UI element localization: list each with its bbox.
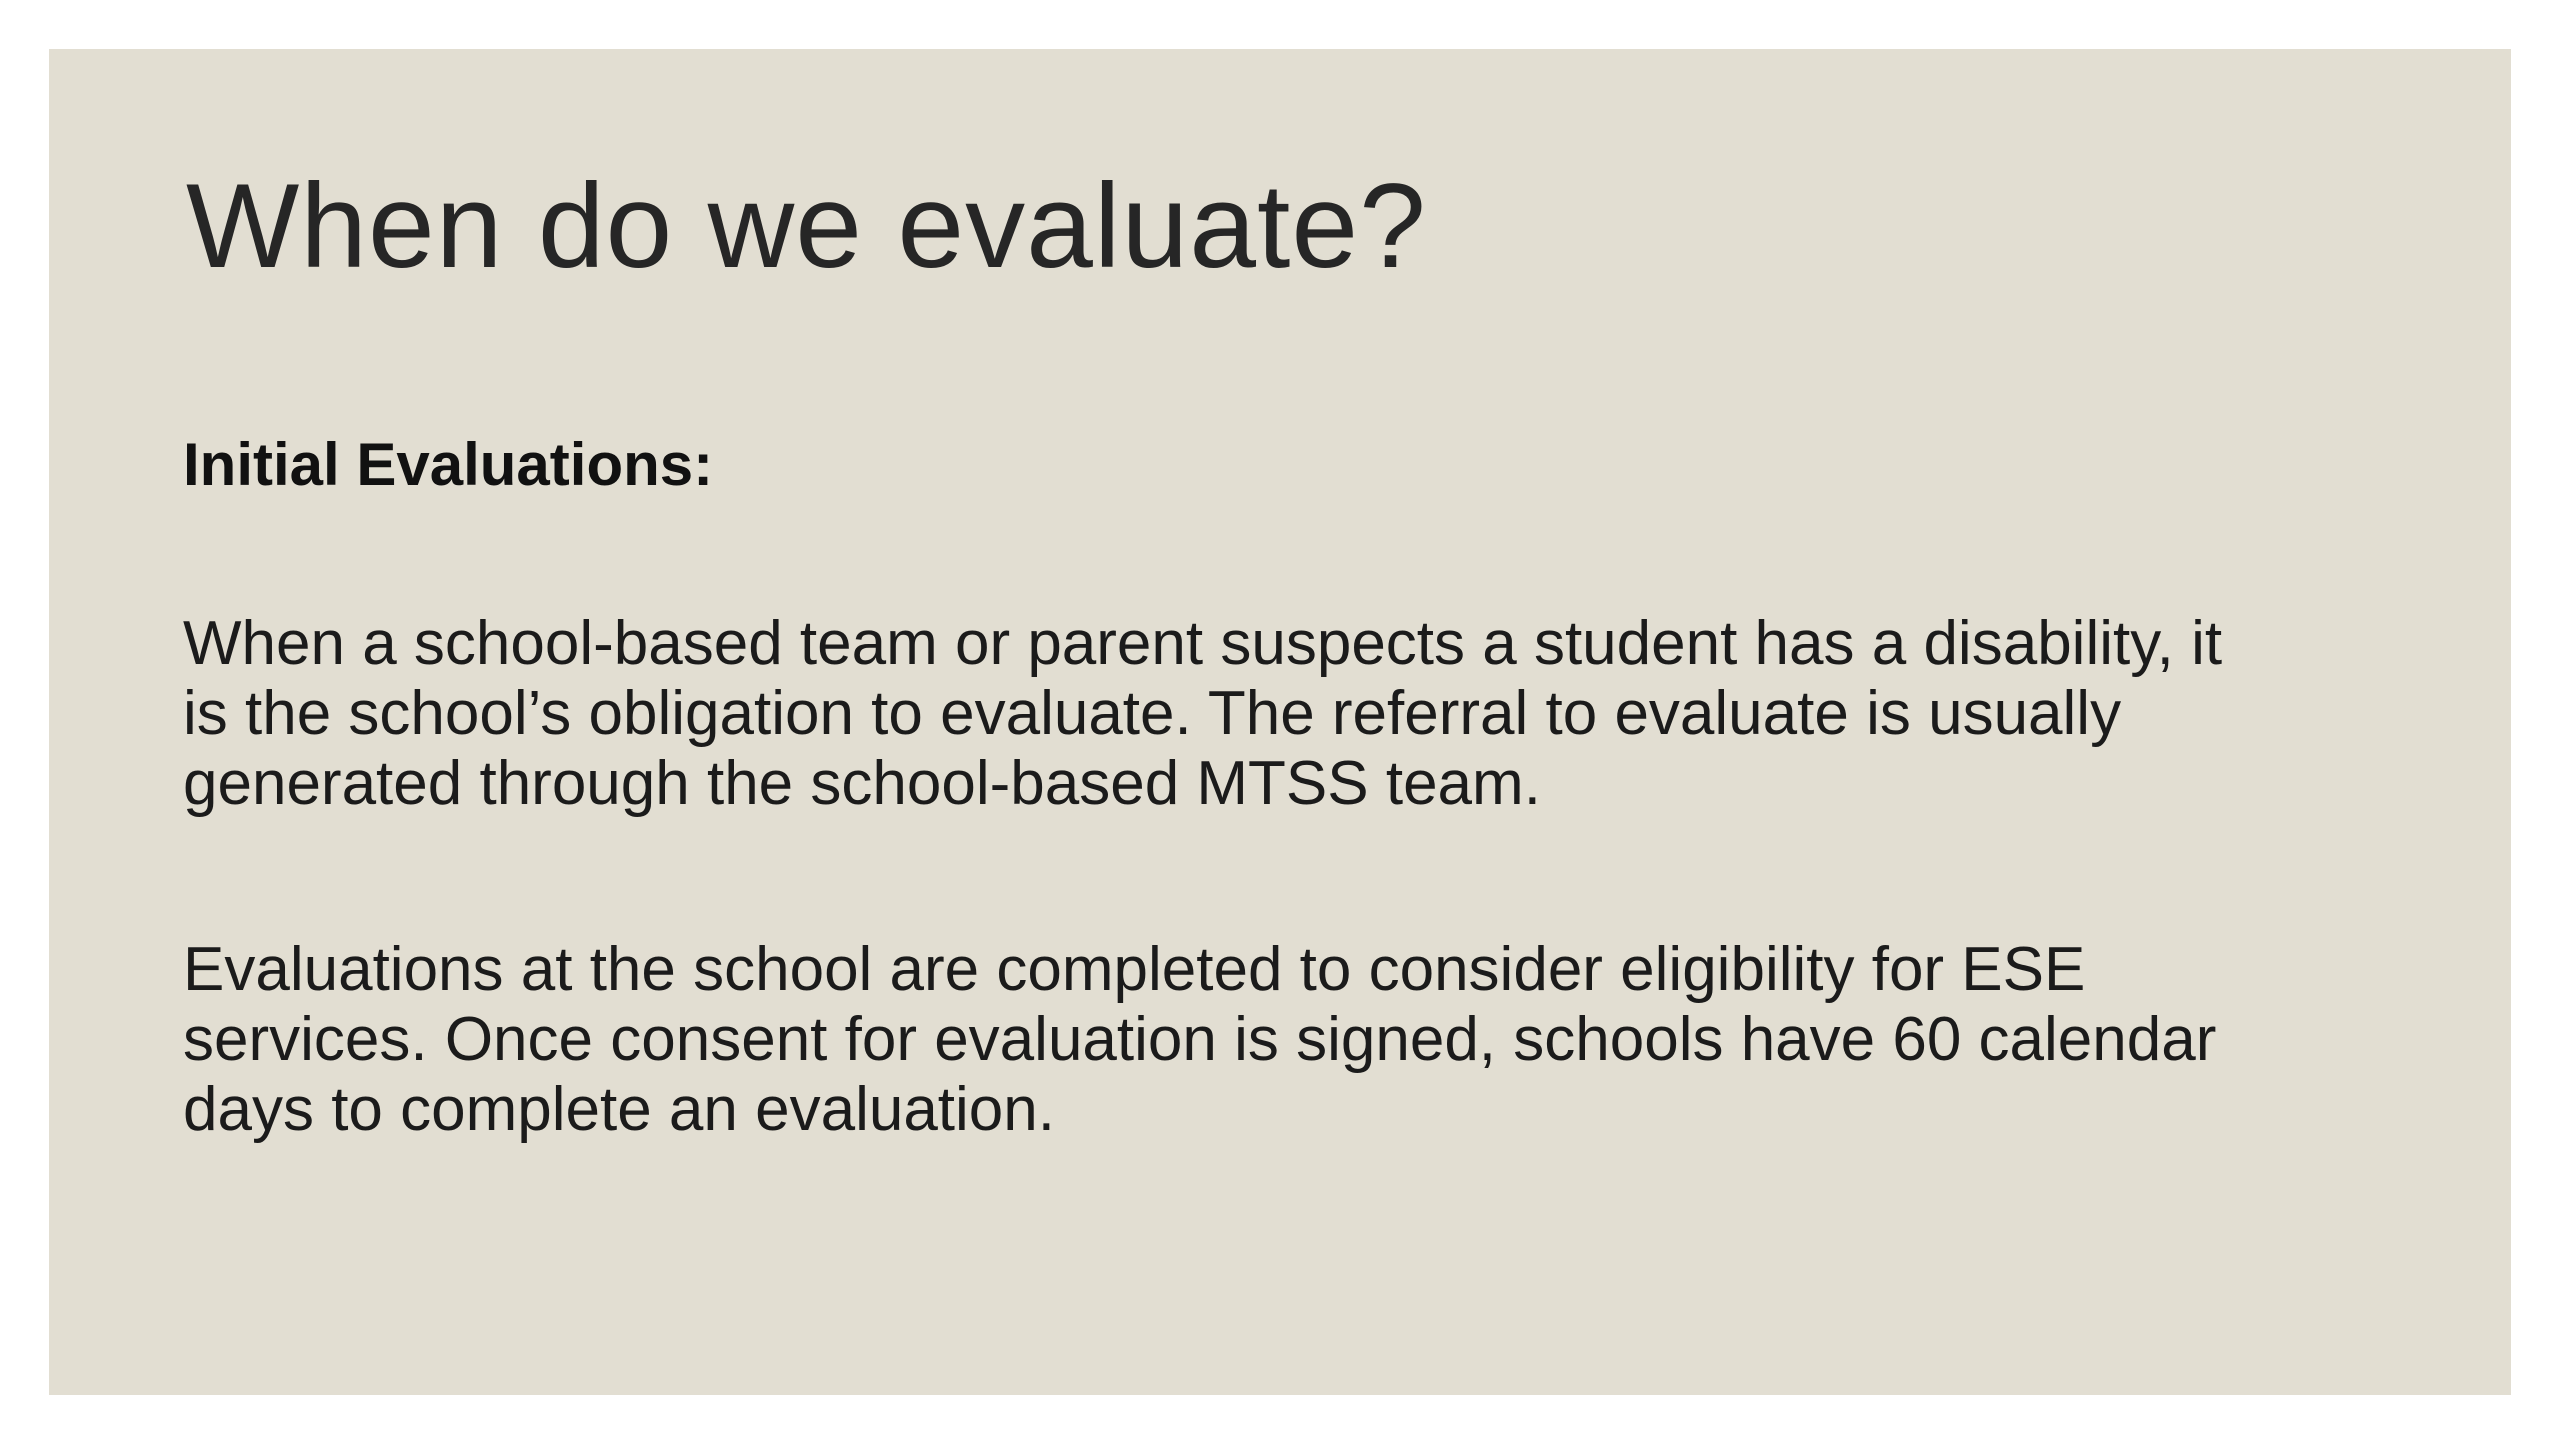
slide-body: [183, 429, 2223, 1145]
slide-title: When do we evaluate?: [186, 159, 1427, 293]
section-heading: Initial Evaluations:: [183, 431, 714, 498]
body-paragraph: Evaluations at the school are completed to consider eligibility for ESE services. Once consent for evaluation is signed, schools have 60 calendar days to complete an evaluation.: [183, 935, 2217, 1144]
body-paragraph: When a school-based team or parent suspects a student has a disability, it is the school’s obligation to evaluate. The referral to evaluate is usually generated through the school-based MTSS team.: [183, 609, 2223, 818]
slide: [49, 49, 2511, 1395]
